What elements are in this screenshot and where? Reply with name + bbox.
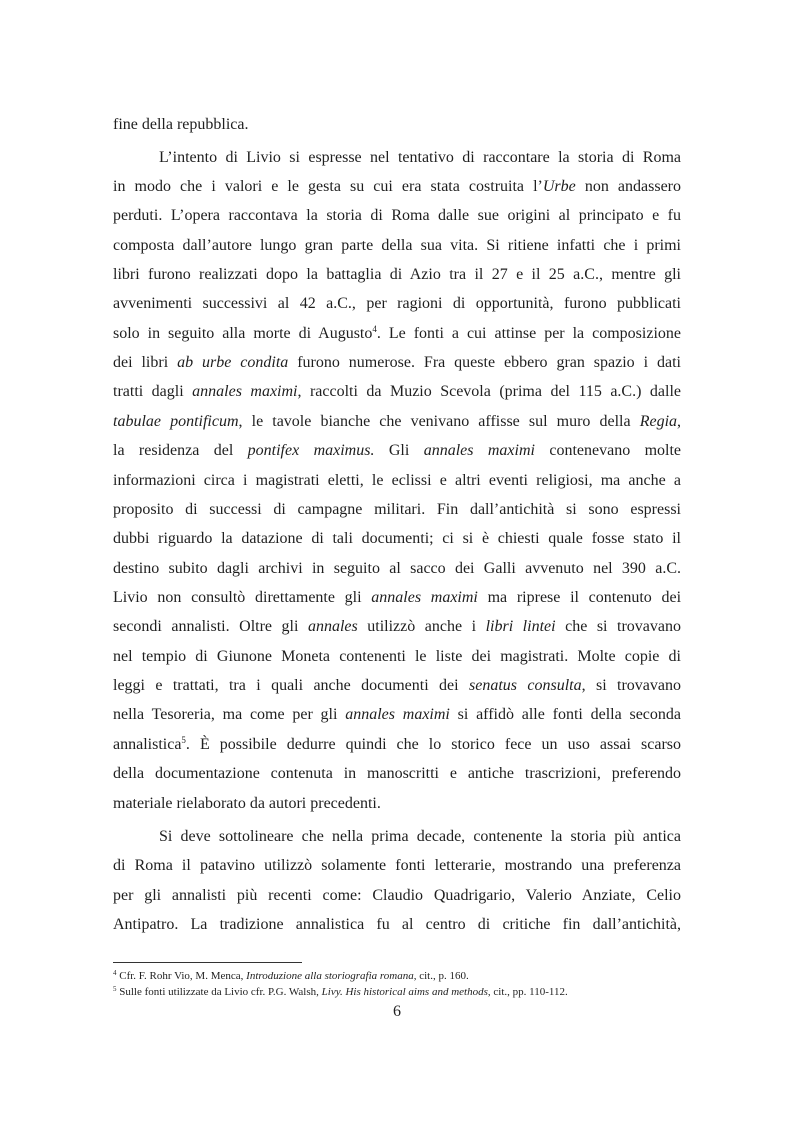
text-line: secondi annalisti. Oltre gli annales utilizzò anche i libri lintei che si trovavano <box>113 618 682 635</box>
text-line: leggi e trattati, tra i quali anche documenti dei senatus consulta, si trovavano <box>113 677 682 694</box>
footnote-5: $^5$ Sulle fonti utilizzate da Livio cfr. P.G. Walsh, Livy. His historical aims and methods, cit., pp. 110-112. <box>113 985 568 998</box>
page-number: 6 <box>393 1003 401 1020</box>
text-line: annalistica$^5$. È possibile dedurre quindi che lo storico fece un uso assai scarso <box>113 735 681 753</box>
text-line: Antipatro. La tradizione annalistica fu al centro di critiche fin dall’antichità, <box>113 916 681 933</box>
text-line: di Roma il patavino utilizzò solamente fonti letterarie, mostrando una preferenza <box>113 857 681 874</box>
text-line: destino subito dagli archivi in seguito al sacco dei Galli avvenuto nel 390 a.C. <box>113 560 681 577</box>
text-line: dubbi riguardo la datazione di tali documenti; ci si è chiesti quale fosse stato il <box>113 530 681 547</box>
text-line: composta dall’autore lungo gran parte della sua vita. Si ritiene infatti che i primi <box>113 237 681 254</box>
text-line: libri furono realizzati dopo la battaglia di Azio tra il 27 e il 25 a.C., mentre gli <box>113 266 681 283</box>
text-line: della documentazione contenuta in manoscritti e antiche trascrizioni, preferendo <box>113 765 681 782</box>
footnote-ref: 5 <box>181 735 186 745</box>
text-line: Livio non consultò direttamente gli annales maximi ma riprese il contenuto dei <box>113 589 682 606</box>
paragraph-first-line: L’intento di Livio si espresse nel tentativo di raccontare la storia di Roma <box>159 149 681 166</box>
text-line: nella Tesoreria, ma come per gli annales maximi si affidò alle fonti della seconda <box>113 706 682 723</box>
footnote-4: $^4$ Cfr. F. Rohr Vio, M. Menca, Introduzione alla storiografia romana, cit., p. 160. <box>113 969 469 982</box>
text-line: solo in seguito alla morte di Augusto$^4$. Le fonti a cui attinse per la composizione <box>113 324 681 342</box>
text-line: tabulae pontificum, le tavole bianche che venivano affisse sul muro della Regia, <box>113 413 682 430</box>
text-line: fine della repubblica. <box>113 116 249 133</box>
text-line: in modo che i valori e le gesta su cui era stata costruita l’Urbe non andassero <box>113 178 682 195</box>
text-line: perduti. L’opera raccontava la storia di Roma dalle sue origini al principato e fu <box>113 207 681 224</box>
text-line: nel tempio di Giunone Moneta contenenti le liste dei magistrati. Molte copie di <box>113 648 681 665</box>
text-line: tratti dagli annales maximi, raccolti da Muzio Scevola (prima del 115 a.C.) dalle <box>113 383 681 400</box>
footnote-ref: 4 <box>372 324 377 334</box>
text-line: dei libri ab urbe condita furono numerose. Fra queste ebbero gran spazio i dati <box>113 354 681 371</box>
text-line: informazioni circa i magistrati eletti, le eclissi e altri eventi religiosi, ma anche a <box>113 472 681 489</box>
text-line: proposito di successi di campagne militari. Fin dall’antichità si sono espressi <box>113 501 681 518</box>
text-line: la residenza del pontifex maximus. Gli annales maximi contenevano molte <box>113 442 682 459</box>
text-line: materiale rielaborato da autori precedenti. <box>113 795 381 812</box>
text-line: per gli annalisti più recenti come: Claudio Quadrigario, Valerio Anziate, Celio <box>113 887 681 904</box>
italic-term: Urbe <box>542 178 576 195</box>
text-line: avvenimenti successivi al 42 a.C., per ragioni di opportunità, furono pubblicati <box>113 295 681 312</box>
paragraph-first-line: Si deve sottolineare che nella prima decade, contenente la storia più antica <box>159 828 681 845</box>
footnote-separator <box>113 962 302 963</box>
